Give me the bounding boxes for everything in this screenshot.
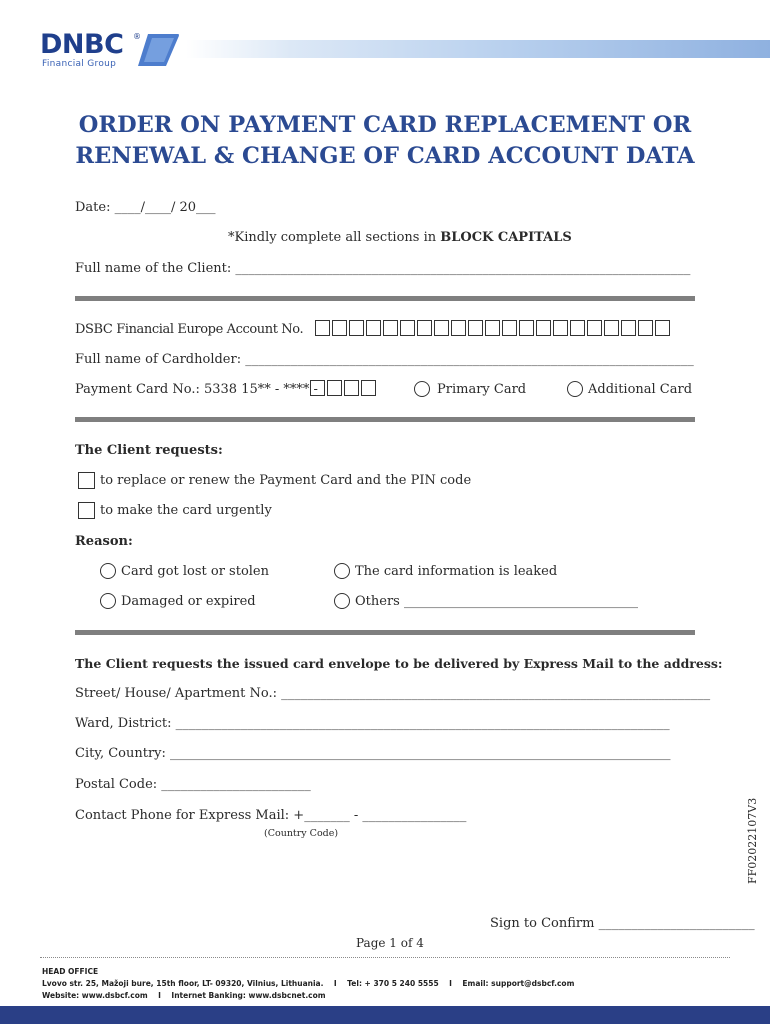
digit-box[interactable] bbox=[604, 320, 619, 336]
digit-box[interactable] bbox=[485, 320, 500, 336]
reason-others-field[interactable]: Others ____________________________________ bbox=[355, 594, 638, 609]
reason-leaked-label: The card information is leaked bbox=[355, 564, 558, 579]
company-logo bbox=[40, 30, 180, 72]
form-code-vertical bbox=[746, 797, 762, 884]
reason-damaged-radio[interactable] bbox=[100, 593, 116, 609]
street-field[interactable]: Street/ House/ Apartment No.: __________________________________________________________________ bbox=[75, 686, 711, 701]
replace-card-label: to replace or renew the Payment Card and the PIN code bbox=[100, 473, 472, 488]
ward-field[interactable]: Ward, District: ____________________________________________________________________________ bbox=[75, 716, 670, 731]
digit-box[interactable] bbox=[570, 320, 585, 336]
reason-lost-radio[interactable] bbox=[100, 563, 116, 579]
page-number: Page 1 of 4 bbox=[356, 936, 424, 950]
document-title bbox=[40, 110, 730, 172]
sign-to-confirm-field[interactable]: Sign to Confirm ________________________ bbox=[490, 916, 755, 931]
digit-box[interactable] bbox=[451, 320, 466, 336]
urgent-checkbox[interactable] bbox=[78, 502, 95, 519]
account-number-boxes[interactable] bbox=[315, 320, 672, 336]
footer-divider-mark: I bbox=[158, 991, 161, 1000]
digit-box[interactable] bbox=[400, 320, 415, 336]
city-field[interactable]: City, Country: _____________________________________________________________________________ bbox=[75, 746, 671, 761]
form-code-text: FF02022107V3 bbox=[746, 797, 759, 884]
capitals-note bbox=[228, 230, 572, 246]
account-number-label: DSBC Financial Europe Account No. bbox=[75, 322, 304, 337]
cardholder-name-field[interactable]: Full name of Cardholder: _____________________________________________________________________ bbox=[75, 352, 694, 367]
digit-box[interactable] bbox=[344, 380, 359, 396]
reason-others-radio[interactable] bbox=[334, 593, 350, 609]
digit-box[interactable] bbox=[468, 320, 483, 336]
office-address: Lvovo str. 25, Mažoji bure, 15th floor, LT- 09320, Vilnius, Lithuania. bbox=[42, 979, 324, 988]
digit-box[interactable] bbox=[366, 320, 381, 336]
capitals-note-text: *Kindly complete all sections in bbox=[228, 230, 441, 245]
primary-card-radio[interactable] bbox=[414, 381, 430, 397]
section-divider bbox=[75, 630, 695, 635]
digit-box[interactable] bbox=[519, 320, 534, 336]
footer-divider-mark: I bbox=[449, 979, 452, 988]
card-number-label: Payment Card No.: 5338 15** - **** - bbox=[75, 382, 318, 397]
office-email-link[interactable]: Email: support@dsbcf.com bbox=[462, 979, 575, 988]
digit-box[interactable] bbox=[327, 380, 342, 396]
urgent-label: to make the card urgently bbox=[100, 503, 272, 518]
logo-swoosh-icon bbox=[136, 32, 180, 68]
digit-box[interactable] bbox=[315, 320, 330, 336]
postal-code-field[interactable]: Postal Code: _______________________ bbox=[75, 777, 311, 792]
primary-card-label: Primary Card bbox=[437, 382, 527, 397]
digit-box[interactable] bbox=[349, 320, 364, 336]
office-phone: Tel: + 370 5 240 5555 bbox=[347, 979, 439, 988]
digit-box[interactable] bbox=[383, 320, 398, 336]
internet-banking-link[interactable]: Internet Banking: www.dsbcnet.com bbox=[171, 991, 326, 1000]
footer-color-bar bbox=[0, 1006, 770, 1024]
footer-contact-line bbox=[42, 978, 574, 990]
footer-divider bbox=[40, 957, 730, 958]
contact-phone-field[interactable]: Contact Phone for Express Mail: +_______ - ________________ bbox=[75, 808, 467, 823]
digit-box[interactable] bbox=[587, 320, 602, 336]
date-field[interactable]: Date: ____/____/ 20___ bbox=[75, 200, 216, 215]
section-divider bbox=[75, 296, 695, 301]
card-number-boxes[interactable] bbox=[310, 380, 378, 396]
reason-heading: Reason: bbox=[75, 534, 133, 549]
head-office-label: HEAD OFFICE bbox=[42, 967, 99, 976]
digit-box[interactable] bbox=[536, 320, 551, 336]
additional-card-label: Additional Card bbox=[588, 382, 693, 397]
logo-subtitle: Financial Group bbox=[42, 59, 117, 69]
capitals-note-bold: BLOCK CAPITALS bbox=[440, 230, 572, 245]
reason-lost-label: Card got lost or stolen bbox=[121, 564, 270, 579]
footer-web-line bbox=[42, 990, 326, 1002]
footer-divider-mark: I bbox=[333, 979, 337, 988]
digit-box[interactable] bbox=[361, 380, 376, 396]
reason-leaked-radio[interactable] bbox=[334, 563, 350, 579]
replace-card-checkbox[interactable] bbox=[78, 472, 95, 489]
digit-box[interactable] bbox=[502, 320, 517, 336]
reason-damaged-label: Damaged or expired bbox=[121, 594, 256, 609]
digit-box[interactable] bbox=[638, 320, 653, 336]
title-line-1: ORDER ON PAYMENT CARD REPLACEMENT OR bbox=[78, 112, 692, 138]
digit-box[interactable] bbox=[332, 320, 347, 336]
requests-heading: The Client requests: bbox=[75, 443, 223, 458]
section-divider bbox=[75, 417, 695, 422]
title-line-2: RENEWAL & CHANGE OF CARD ACCOUNT DATA bbox=[75, 143, 695, 169]
country-code-hint: (Country Code) bbox=[264, 828, 339, 839]
header-gradient-bar bbox=[186, 40, 770, 58]
digit-box[interactable] bbox=[655, 320, 670, 336]
digit-box[interactable] bbox=[553, 320, 568, 336]
digit-box[interactable] bbox=[621, 320, 636, 336]
digit-box[interactable] bbox=[434, 320, 449, 336]
logo-registered-mark: ® bbox=[133, 32, 141, 41]
additional-card-radio[interactable] bbox=[567, 381, 583, 397]
client-name-field[interactable]: Full name of the Client: ______________________________________________________________________ bbox=[75, 261, 691, 276]
logo-wordmark: DNBC bbox=[40, 29, 124, 60]
digit-box[interactable] bbox=[310, 380, 325, 396]
website-link[interactable]: Website: www.dsbcf.com bbox=[42, 991, 148, 1000]
digit-box[interactable] bbox=[417, 320, 432, 336]
delivery-heading: The Client requests the issued card envelope to be delivered by Express Mail to the address: bbox=[75, 656, 723, 671]
